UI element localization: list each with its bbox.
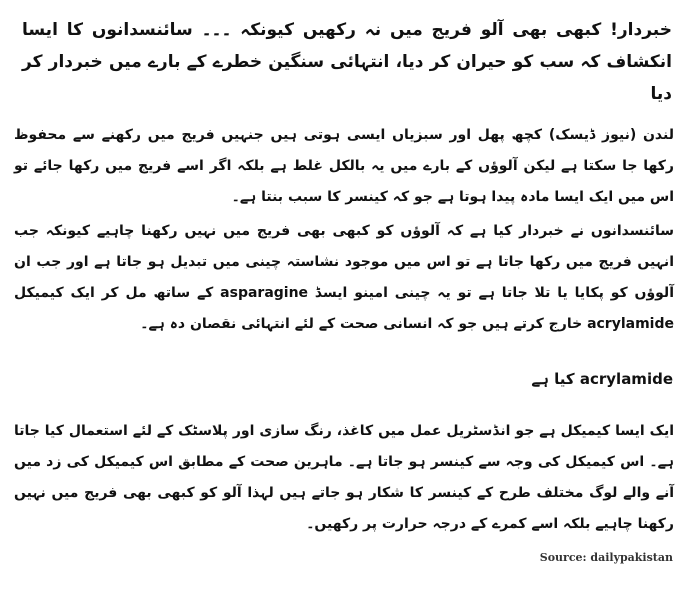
article-paragraph: لندن (نیوز ڈیسک) کچھ پھل اور سبزیاں ایسی ہوتی ہیں جنہیں فریج میں رکھنے سے محفوظ رکھا جا سکتا ہے لیکن آلوؤں کے بارے میں یہ بالکل غلط ہے بلکہ اگر اسے فریج میں رکھا جائے تو اس میں ایک ایسا مادہ پیدا ہوتا ہے جو کہ کینسر کا سبب بنتا ہے۔ xyxy=(14,127,674,205)
article-paragraph: ایک ایسا کیمیکل ہے جو انڈسٹریل عمل میں کاغذ، رنگ سازی اور پلاسٹک کے لئے استعمال کیا جاتا ہے۔ اس کیمیکل کی وجہ سے کینسر ہو جاتا ہے۔ ماہرین صحت کے مطابق اس کیمیکل کی زد میں آنے والے لوگ مختلف طرح کے کینسر کا شکار ہو جاتے ہیں لہذا آلو کو کبھی بھی فریج میں نہیں رکھنا چاہیے بلکہ اسے کمرے کے درجہ حرارت پر رکھیں۔ xyxy=(14,423,674,532)
section-subheading: acrylamide کیا ہے xyxy=(531,370,673,388)
source-credit: Source: dailypakistan xyxy=(539,551,673,564)
article-paragraph: سائنسدانوں نے خبردار کیا ہے کہ آلوؤں کو کبھی بھی فریج میں نہیں رکھنا چاہیے کیونکہ جب انہیں فریج میں رکھا جاتا ہے تو اس میں موجود نشاستہ چینی میں تبدیل ہو جاتا ہے اور جب ان آلوؤں کو پکایا یا تلا جاتا ہے تو یہ چینی امینو ایسڈ asparagine کے ساتھ مل کر ایک کیمیکل acrylamide خارج کرتے ہیں جو کہ انسانی صحت کے لئے انتہائی نقصان دہ ہے۔ xyxy=(14,223,674,332)
article-headline: خبردار! کبھی بھی آلو فریج میں نہ رکھیں کیونکہ ۔۔۔ سائنسدانوں کا ایسا انکشاف کہ سب کو حیران کر دیا، انتہائی سنگین خطرے کے بارے میں خبردار کر دیا xyxy=(22,20,672,104)
